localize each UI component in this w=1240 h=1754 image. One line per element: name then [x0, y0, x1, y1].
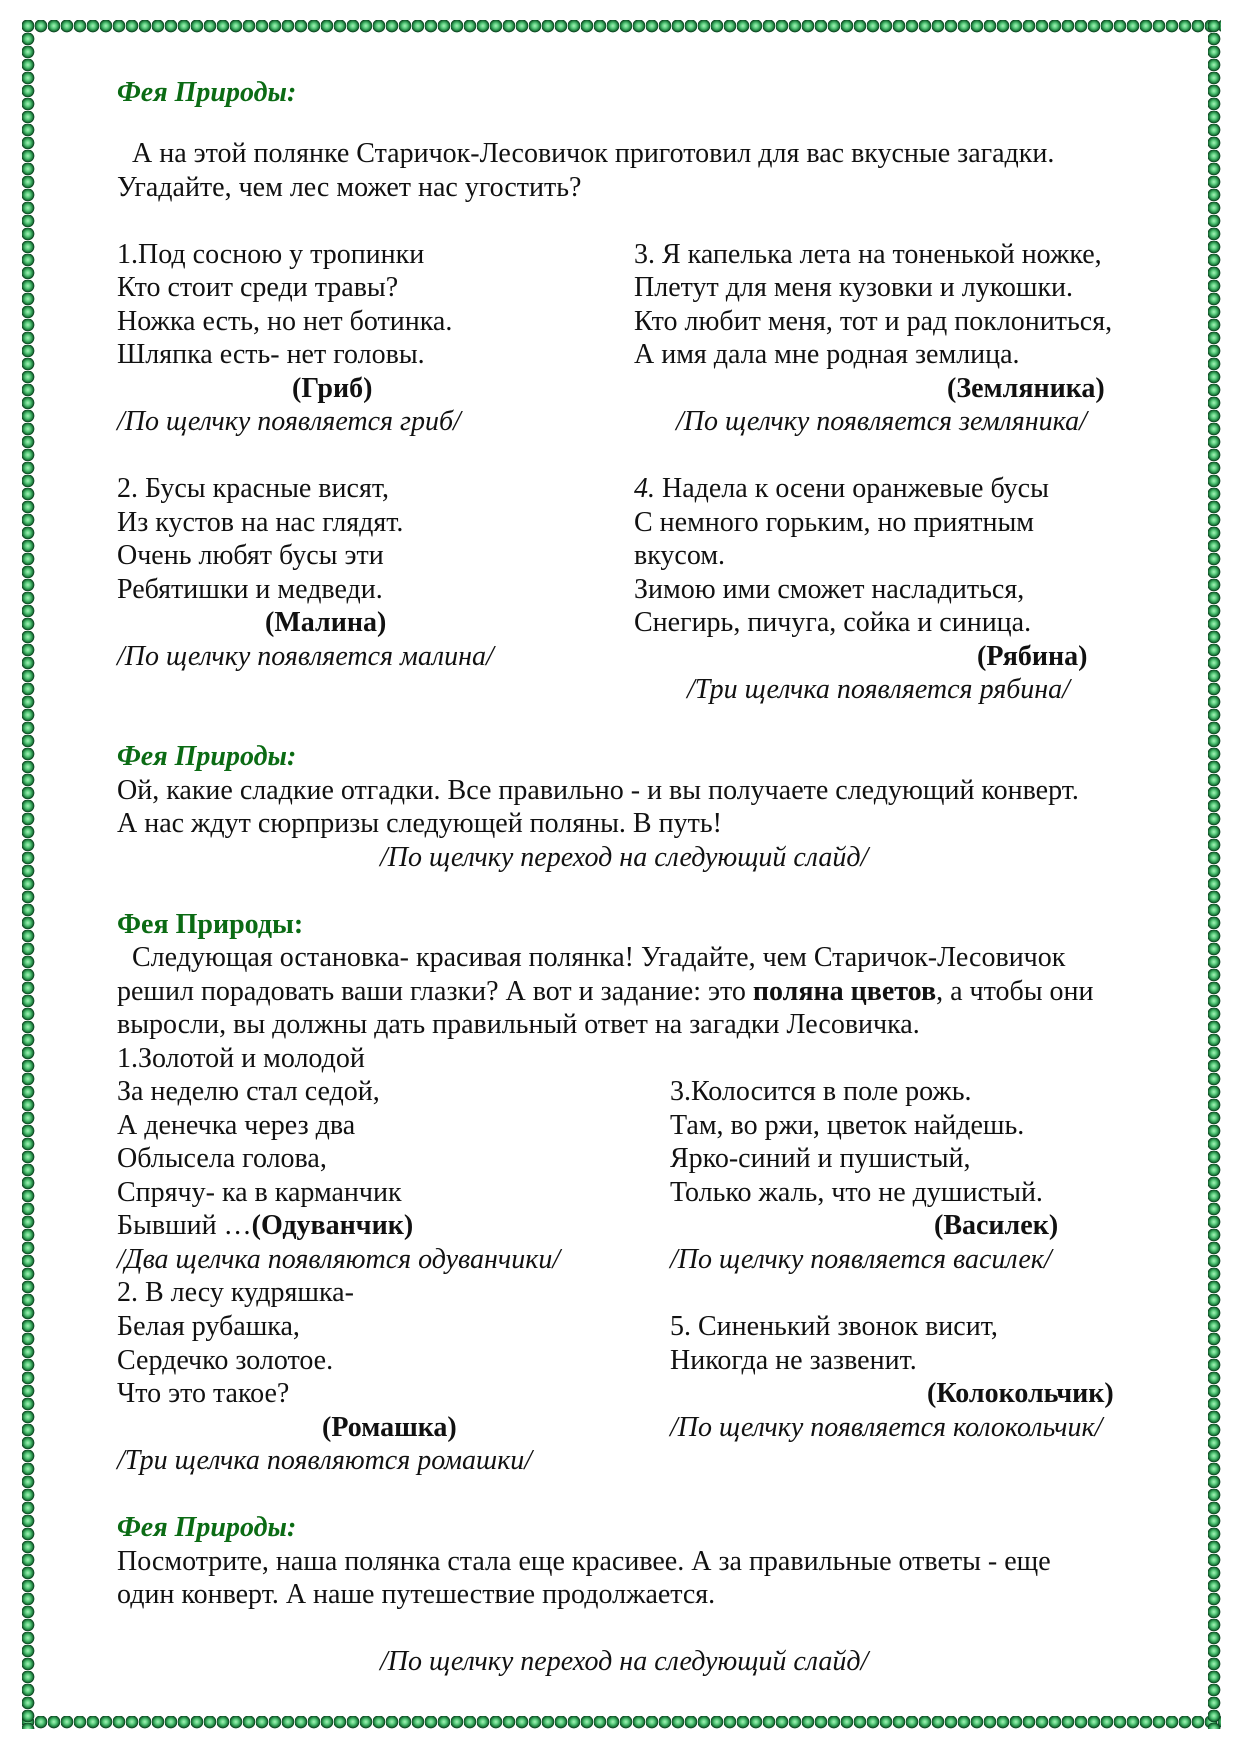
riddle-line: Из кустов на нас глядят. — [117, 507, 404, 538]
decorative-border-left — [22, 20, 35, 1729]
riddle-answer: (Земляника) — [947, 373, 1105, 404]
riddle-line: Что это такое? — [117, 1378, 290, 1409]
speaker-heading: Фея Природы: — [117, 1512, 297, 1543]
riddle-line: Зимою ими сможет насладиться, — [634, 574, 1025, 605]
paragraph-line: Угадайте, чем лес может нас угостить? — [117, 172, 582, 203]
riddle-line — [634, 472, 1049, 506]
riddle-text: Бывший … — [117, 1210, 252, 1241]
riddle-line: Белая рубашка, — [117, 1311, 300, 1342]
riddle-answer: (Рябина) — [977, 641, 1088, 672]
text: , а чтобы они — [936, 976, 1094, 1007]
riddle-answer: (Василек) — [934, 1210, 1059, 1241]
riddle-line: С немного горьким, но приятным — [634, 507, 1035, 538]
riddle-line: Спрячу- ка в карманчик — [117, 1177, 402, 1208]
speaker-heading: Фея Природы: — [117, 909, 304, 940]
decorative-border-bottom — [22, 1716, 1221, 1729]
stage-note: /По щелчку появляется колокольчик/ — [670, 1412, 1103, 1443]
stage-note: /По щелчку появляется василек/ — [670, 1244, 1052, 1275]
riddle-line: Кто любит меня, тот и рад поклониться, — [634, 306, 1113, 337]
riddle-line: Никогда не зазвенит. — [670, 1345, 917, 1376]
riddle-line — [117, 1209, 413, 1243]
riddle-line: 3. Я капелька лета на тоненькой ножке, — [634, 239, 1102, 270]
riddle-line: Облысела голова, — [117, 1143, 327, 1174]
riddle-line: Плетут для меня кузовки и лукошки. — [634, 272, 1074, 303]
stage-note: /Три щелчка появляются ромашки/ — [117, 1445, 533, 1476]
riddle-answer: (Одуванчик) — [251, 1210, 414, 1241]
text: решил порадовать ваши глазки? А вот и задание: это — [117, 976, 753, 1007]
riddle-text: Надела к осени оранжевые бусы — [655, 473, 1049, 504]
riddle-line: Шляпка есть- нет головы. — [117, 339, 425, 370]
stage-note: /Три щелчка появляется рябина/ — [687, 674, 1070, 705]
riddle-line: Кто стоит среди травы? — [117, 272, 399, 303]
riddle-line: А имя дала мне родная землица. — [634, 339, 1020, 370]
riddle-line: 1.Золотой и молодой — [117, 1043, 365, 1074]
riddle-line: Там, во ржи, цветок найдешь. — [670, 1110, 1025, 1141]
paragraph-line: Следующая остановка- красивая полянка! Угадайте, чем Старичок-Лесовичок — [132, 942, 1066, 973]
riddle-line: Сердечко золотое. — [117, 1345, 334, 1376]
riddle-line: А денечка через два — [117, 1110, 356, 1141]
paragraph-line: выросли, вы должны дать правильный ответ на загадки Лесовичка. — [117, 1009, 920, 1040]
paragraph-line: А на этой полянке Старичок-Лесовичок приготовил для вас вкусные загадки. — [132, 138, 1055, 169]
riddle-line: Только жаль, что не душистый. — [670, 1177, 1043, 1208]
riddle-line: вкусом. — [634, 540, 726, 571]
stage-note: /По щелчку переход на следующий слайд/ — [380, 1646, 869, 1677]
decorative-border-top — [22, 20, 1221, 33]
emphasis: поляна цветов — [752, 976, 937, 1007]
decorative-border-right — [1208, 20, 1221, 1729]
riddle-answer: (Колокольчик) — [927, 1378, 1114, 1409]
stage-note: /По щелчку появляется земляника/ — [676, 406, 1087, 437]
stage-note: /По щелчку появляется гриб/ — [117, 406, 461, 437]
riddle-line: 2. Бусы красные висят, — [117, 473, 389, 504]
riddle-line: За неделю стал седой, — [117, 1076, 380, 1107]
paragraph-line — [117, 975, 1094, 1009]
riddle-line: Снегирь, пичуга, сойка и синица. — [634, 607, 1032, 638]
paragraph-line: Ой, какие сладкие отгадки. Все правильно - и вы получаете следующий конверт. — [117, 775, 1079, 806]
stage-note: /По щелчку появляется малина/ — [117, 641, 494, 672]
speaker-heading: Фея Природы: — [117, 741, 297, 772]
riddle-answer: (Малина) — [265, 607, 387, 638]
stage-note: /По щелчку переход на следующий слайд/ — [380, 842, 869, 873]
paragraph-line: Посмотрите, наша полянка стала еще красивее. А за правильные ответы - еще — [117, 1546, 1051, 1577]
riddle-line: Очень любят бусы эти — [117, 540, 384, 571]
stage-note: /Два щелчка появляются одуванчики/ — [117, 1244, 561, 1275]
paragraph-line: А нас ждут сюрпризы следующей поляны. В путь! — [117, 808, 722, 839]
riddle-line: Ребятишки и медведи. — [117, 574, 383, 605]
riddle-line: 3.Колосится в поле рожь. — [670, 1076, 972, 1107]
riddle-line: 2. В лесу кудряшка- — [117, 1277, 354, 1308]
speaker-heading: Фея Природы: — [117, 77, 297, 108]
riddle-line: 1.Под сосною у тропинки — [117, 239, 425, 270]
riddle-number: 4. — [634, 473, 655, 504]
paragraph-line: один конверт. А наше путешествие продолжается. — [117, 1579, 716, 1610]
riddle-line: Ножка есть, но нет ботинка. — [117, 306, 453, 337]
riddle-line: 5. Синенький звонок висит, — [670, 1311, 998, 1342]
riddle-answer: (Гриб) — [292, 373, 373, 404]
riddle-answer: (Ромашка) — [322, 1412, 457, 1443]
riddle-line: Ярко-синий и пушистый, — [670, 1143, 971, 1174]
